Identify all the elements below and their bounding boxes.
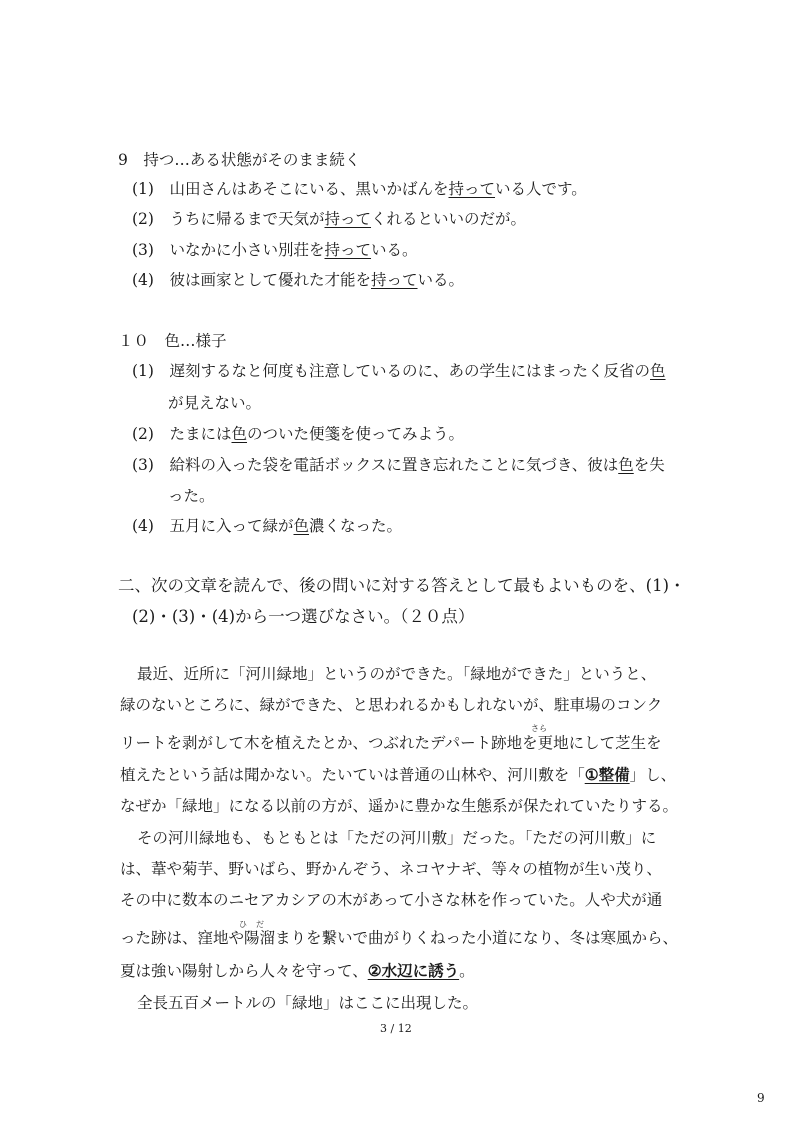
q10-item-2: (2) たまには色のついた便箋を使ってみよう。 xyxy=(132,425,465,443)
q9-item-3: (3) いなかに小さい別荘を持っている。 xyxy=(132,241,418,259)
q10-item-3: (3) 給料の入った袋を電話ボックスに置き忘れたことに気づき、彼は色を失 xyxy=(132,456,665,474)
page-number: 3 / 12 xyxy=(380,1022,412,1035)
passage-line: は、葦や菊芋、野いばら、野かんぞう、ネコヤナギ、等々の植物が生い茂り、 xyxy=(120,860,662,878)
ruby-sara: さら xyxy=(531,724,547,733)
q9-heading: 9 持つ…ある状態がそのまま続く xyxy=(118,151,361,169)
passage-line: 植えたという話は聞かない。たいていは普通の山林や、河川敷を「①整備」し、 xyxy=(120,765,677,784)
passage-line: その河川緑地も、もともとは「ただの河川敷」だった。「ただの河川敷」に xyxy=(137,829,657,847)
q10-item-1-cont: が見えない。 xyxy=(168,394,262,412)
q10-item-1: (1) 遅刻するなと何度も注意しているのに、あの学生にはまったく反省の色 xyxy=(132,362,666,380)
q10-item-4: (4) 五月に入って緑が色濃くなった。 xyxy=(132,517,403,535)
passage-line: 最近、近所に「河川緑地」というのができた。「緑地ができた」というと、 xyxy=(137,665,657,683)
passage-line: 緑のないところに、緑ができた、と思われるかもしれないが、駐車場のコンク xyxy=(120,696,663,714)
sheet-number: 9 xyxy=(757,1091,765,1105)
section2-instruction-line1: 二、次の文章を読んで、後の問いに対する答えとして最もよいものを、(1)・ xyxy=(118,576,686,595)
passage-line: 夏は強い陽射しから人々を守って、②水辺に誘う。 xyxy=(120,961,475,980)
q9-item-4: (4) 彼は画家として優れた才能を持っている。 xyxy=(132,271,465,289)
underlined-term-2: ②水辺に誘う xyxy=(367,961,460,980)
q9-item-1: (1) 山田さんはあそこにいる、黒いかばんを持っている人です。 xyxy=(132,180,587,198)
section2-instruction-line2: (2)・(3)・(4)から一つ選びなさい。（２０点） xyxy=(132,607,475,626)
passage-line: 全長五百メートルの「緑地」はここに出現した。 xyxy=(137,994,479,1012)
q10-item-3-cont: った。 xyxy=(168,487,215,505)
ruby-da: だ xyxy=(256,920,264,929)
q9-item-2: (2) うちに帰るまで天気が持ってくれるといいのだが。 xyxy=(132,210,527,228)
underlined-term-1: ①整備 xyxy=(584,765,630,784)
passage-line: なぜか「緑地」になる以前の方が、遥かに豊かな生態系が保たれていたりする。 xyxy=(120,797,679,815)
passage-line: その中に数本のニセアカシアの木があって小さな林を作っていた。人や犬が通 xyxy=(120,891,663,909)
q10-heading: １０ 色…様子 xyxy=(118,332,227,350)
passage-line: リートを剥がして木を植えたとか、つぶれたデパート跡地を更地にして芝生を xyxy=(120,734,662,752)
ruby-hi: ひ xyxy=(239,920,247,929)
passage-line: った跡は、窪地や陽溜まりを繋いで曲がりくねった小道になり、冬は寒風から、 xyxy=(120,929,679,947)
